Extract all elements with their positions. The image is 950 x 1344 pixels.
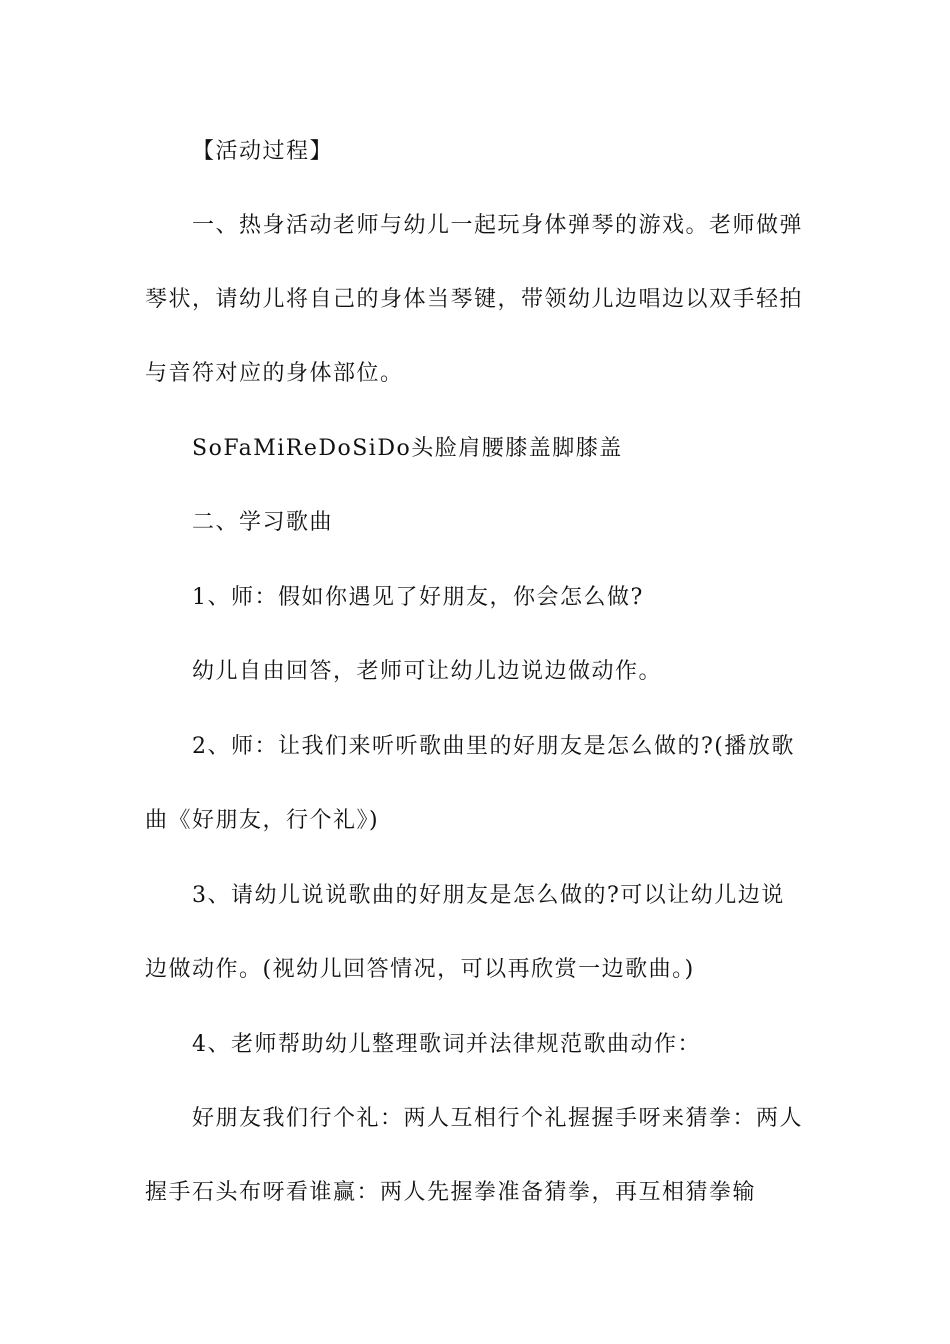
- section-heading: 【活动过程】: [192, 139, 334, 164]
- paragraph-step-4: 4、老师帮助幼儿整理歌词并法律规范歌曲动作：: [192, 1032, 701, 1057]
- paragraph-warmup: 一、热身活动老师与幼儿一起玩身体弹琴的游戏。老师做弹琴状，请幼儿将自己的身体当琴键，带领幼儿边唱边以双手轻拍与音符对应的身体部位。: [145, 213, 804, 386]
- paragraph-free-answer: 幼儿自由回答，老师可让幼儿边说边做动作。: [192, 659, 663, 684]
- paragraph-lyrics: 好朋友我们行个礼：两人互相行个礼握握手呀来猜拳：两人握手石头布呀看谁赢：两人先握拳准备猜拳，再互相猜拳输: [145, 1106, 804, 1205]
- paragraph-step-2: 2、师：让我们来听听歌曲里的好朋友是怎么做的?(播放歌曲《好朋友，行个礼》): [145, 734, 795, 833]
- paragraph-learn-song: 二、学习歌曲: [192, 510, 334, 535]
- paragraph-solfege: SoFaMiReDoSiDo头脸肩腰膝盖脚膝盖: [192, 436, 623, 461]
- paragraph-step-3: 3、请幼儿说说歌曲的好朋友是怎么做的?可以让幼儿边说边做动作。(视幼儿回答情况，可以再欣赏一边歌曲。): [145, 883, 785, 982]
- paragraph-step-1: 1、师：假如你遇见了好朋友，你会怎么做?: [192, 585, 644, 610]
